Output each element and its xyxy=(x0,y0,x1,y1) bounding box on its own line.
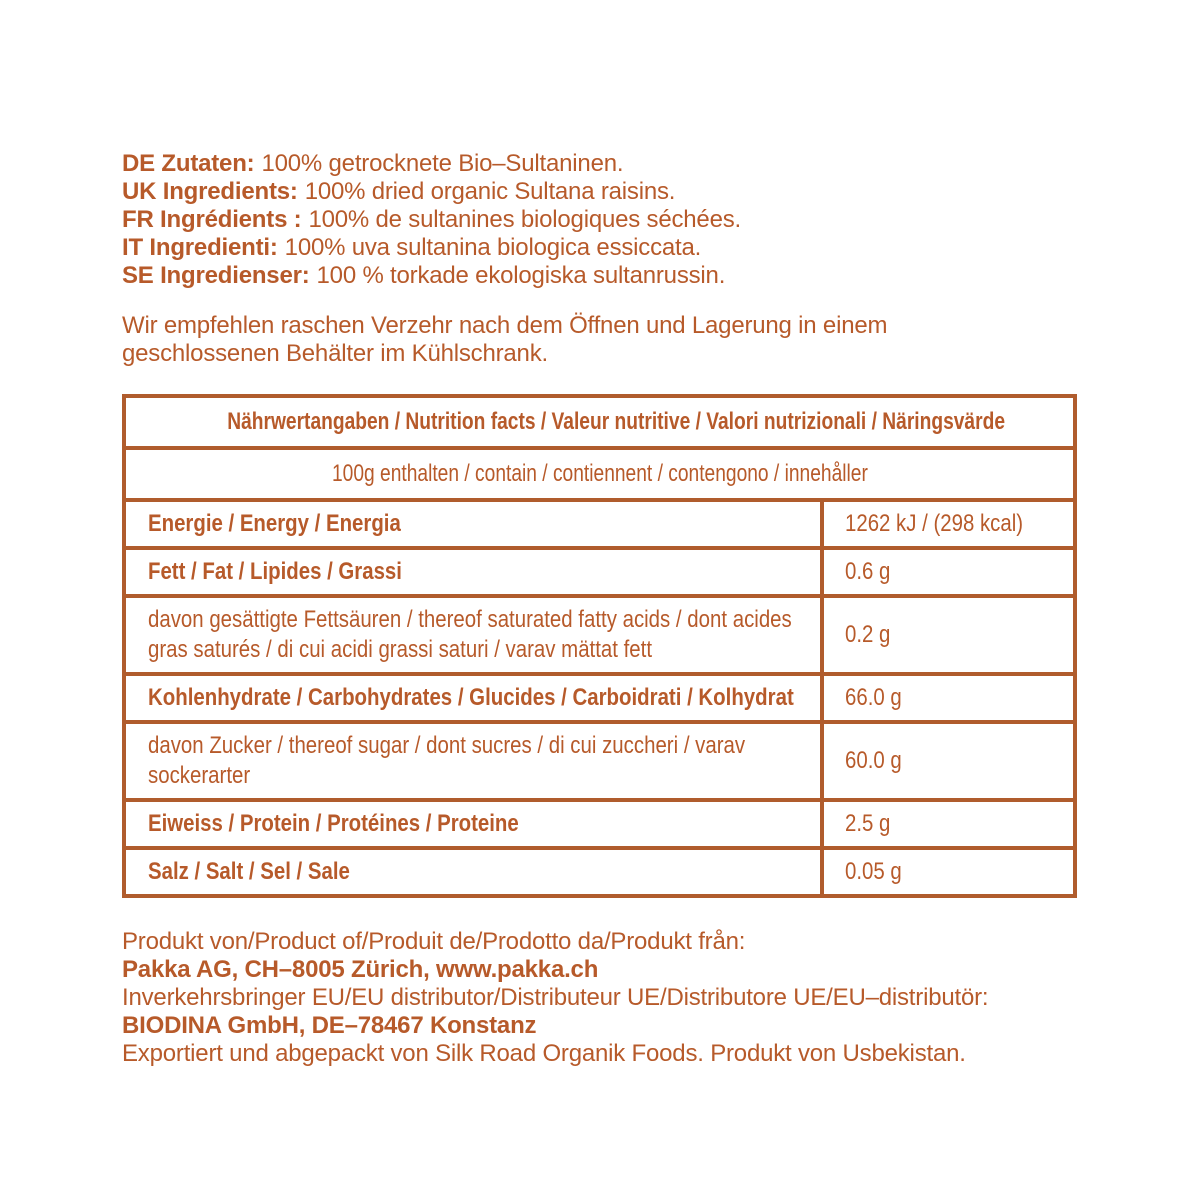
ingredient-text-it: 100% uva sultanina biologica essiccata. xyxy=(284,234,702,261)
row-label-fat: Fett / Fat / Lipides / Grassi xyxy=(148,558,402,585)
table-row-energy xyxy=(124,500,1075,548)
row-label-salt: Salz / Salt / Sel / Sale xyxy=(148,858,350,885)
ingredient-text-uk: 100% dried organic Sultana raisins. xyxy=(304,178,676,205)
nutrition-table xyxy=(122,394,1077,898)
row-value-carbohydrates: 66.0 g xyxy=(845,684,902,711)
distributor-company-line: BIODINA GmbH, DE–78467 Konstanz xyxy=(122,1012,537,1039)
ingredient-prefix-se: SE Ingredienser: xyxy=(122,262,310,289)
row-value-sugar: 60.0 g xyxy=(845,747,902,774)
export-origin-line: Exportiert und abgepackt von Silk Road Organik Foods. Produkt von Usbekistan. xyxy=(122,1040,966,1067)
ingredient-line-uk xyxy=(122,178,1140,206)
nutrition-subtitle-row xyxy=(124,448,1075,500)
ingredient-text-de: 100% getrocknete Bio–Sultaninen. xyxy=(261,150,624,177)
row-value-protein: 2.5 g xyxy=(845,810,891,837)
table-row-salt xyxy=(124,848,1075,896)
row-label-protein: Eiweiss / Protein / Protéines / Proteine xyxy=(148,810,519,837)
producer-block xyxy=(122,928,1140,1068)
nutrition-table-subtitle: 100g enthalten / contain / contiennent / contengono / innehåller xyxy=(331,460,868,487)
table-row-protein xyxy=(124,800,1075,848)
row-value-salt: 0.05 g xyxy=(845,858,902,885)
table-row-fat xyxy=(124,548,1075,596)
ingredient-line-se xyxy=(122,262,1140,290)
nutrition-table-title: Nährwertangaben / Nutrition facts / Valeur nutritive / Valori nutrizionali / Näringsvärde xyxy=(227,408,1005,435)
ingredient-prefix-it: IT Ingredienti: xyxy=(122,234,278,261)
row-value-energy: 1262 kJ / (298 kcal) xyxy=(845,510,1024,537)
table-row-saturated-fat xyxy=(124,596,1075,674)
table-row-sugar xyxy=(124,722,1075,800)
ingredient-line-fr xyxy=(122,206,1140,234)
row-label-energy: Energie / Energy / Energia xyxy=(148,510,401,537)
row-value-fat: 0.6 g xyxy=(845,558,891,585)
nutrition-title-row xyxy=(124,396,1075,448)
row-label-saturated-fat: davon gesättigte Fettsäuren / thereof saturated fatty acids / dont acides gras saturés / di cui acidi grassi saturi / varav mättat fett xyxy=(148,606,792,663)
producer-of-line: Produkt von/Product of/Produit de/Prodotto da/Produkt från: xyxy=(122,928,746,955)
ingredient-line-de xyxy=(122,150,1140,178)
ingredient-prefix-de: DE Zutaten: xyxy=(122,150,255,177)
ingredient-prefix-fr: FR Ingrédients : xyxy=(122,206,302,233)
table-row-carbohydrates xyxy=(124,674,1075,722)
distributor-label-line: Inverkehrsbringer EU/EU distributor/Distributeur UE/Distributore UE/EU–distributör: xyxy=(122,984,989,1011)
producer-company-line: Pakka AG, CH–8005 Zürich, www.pakka.ch xyxy=(122,956,599,983)
ingredient-prefix-uk: UK Ingredients: xyxy=(122,178,298,205)
row-value-saturated-fat: 0.2 g xyxy=(845,621,891,648)
row-label-sugar: davon Zucker / thereof sugar / dont sucres / di cui zuccheri / varav sockerarter xyxy=(148,732,746,789)
row-label-carbohydrates: Kohlenhydrate / Carbohydrates / Glucides / Carboidrati / Kolhydrat xyxy=(148,684,794,711)
ingredient-line-it xyxy=(122,234,1140,262)
ingredient-text-fr: 100% de sultanines biologiques séchées. xyxy=(308,206,741,233)
storage-note: Wir empfehlen raschen Verzehr nach dem Öffnen und Lagerung in einem geschlossenen Behälter im Kühlschrank. xyxy=(122,312,888,367)
ingredient-text-se: 100 % torkade ekologiska sultanrussin. xyxy=(316,262,726,289)
ingredients-block xyxy=(122,150,1140,290)
